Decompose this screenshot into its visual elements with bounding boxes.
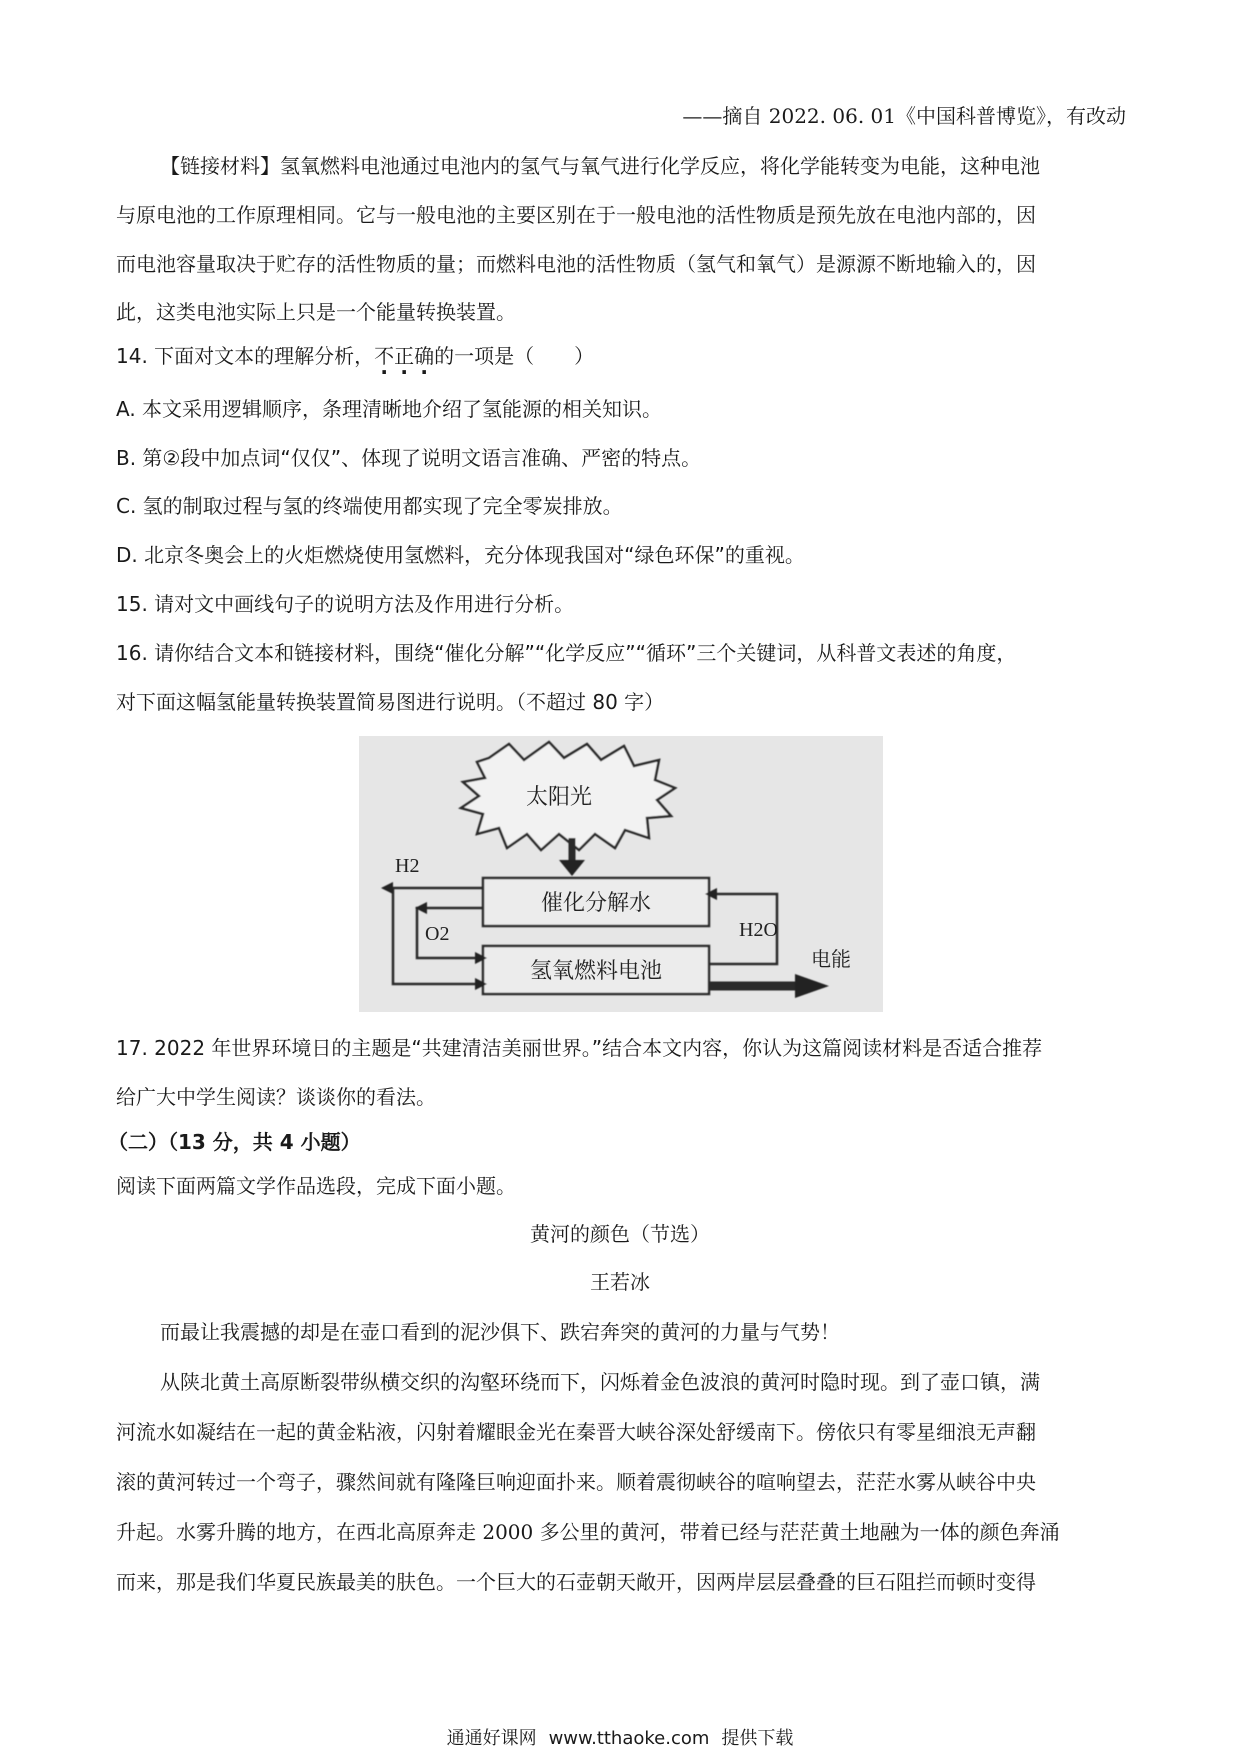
link-material-line-1: 【链接材料】氢氧燃料电池通过电池内的氢气与氧气进行化学反应，将化学能转变为电能，这种电池 (160, 154, 1040, 178)
fuel-cell-label: 氢氧燃料电池 (529, 958, 663, 983)
question-14-stem (116, 344, 1126, 368)
q14-option-c: C. 氢的制取过程与氢的终端使用都实现了完全零炭排放。 (116, 494, 623, 518)
h2-label: H2 (395, 855, 420, 877)
passage-title: 黄河的颜色（节选） (530, 1222, 710, 1246)
o2-label: O2 (425, 923, 450, 945)
question-16-line-2: 对下面这幅氢能量转换装置简易图进行说明。（不超过 80 字） (116, 690, 665, 714)
section-2-heading: （二）（13 分，共 4 小题） (108, 1130, 361, 1154)
page-footer (0, 1724, 1240, 1750)
question-17-line-2: 给广大中学生阅读？谈谈你的看法。 (116, 1085, 436, 1109)
catalysis-label: 催化分解水 (540, 890, 652, 915)
link-material-line-2: 与原电池的工作原理相同。它与一般电池的主要区别在于一般电池的活性物质是预先放在电池内部的，因 (116, 203, 1036, 227)
q14-option-a: A. 本文采用逻辑顺序，条理清晰地介绍了氢能源的相关知识。 (116, 397, 663, 421)
source-attribution: ——摘自 2022. 06. 01《中国科普博览》，有改动 (682, 104, 1126, 128)
q14-option-d: D. 北京冬奥会上的火炬燃烧使用氢燃料，充分体现我国对“绿色环保”的重视。 (116, 543, 805, 567)
passage-author: 王若冰 (590, 1270, 650, 1294)
section-2-instruction: 阅读下面两篇文学作品选段，完成下面小题。 (116, 1174, 516, 1198)
footer-site-name: 通通好课网 (446, 1728, 537, 1749)
passage-line-4: 升起。水雾升腾的地方，在西北高原奔走 2000 多公里的黄河，带着已经与茫茫黄土地融为一体的颜色奔涌 (116, 1520, 1060, 1544)
dotted-char: 不 (374, 344, 395, 368)
passage-line-3: 滚的黄河转过一个弯子，骤然间就有隆隆巨响迎面扑来。顺着震彻峡谷的喧响望去，茫茫水雾从峡谷中央 (116, 1470, 1036, 1494)
hydrogen-energy-diagram (359, 736, 883, 1012)
output-label: 电能 (811, 949, 851, 971)
q14-stem-pre: 14. 下面对文本的理解分析， (116, 344, 375, 368)
link-material-line-4: 此，这类电池实际上只是一个能量转换装置。 (116, 300, 516, 324)
h2o-label: H2O (739, 919, 778, 941)
footer-suffix: 提供下载 (721, 1728, 794, 1749)
dotted-char: 正 (394, 344, 415, 368)
passage-line-1: 从陕北黄土高原断裂带纵横交织的沟壑环绕而下，闪烁着金色波浪的黄河时隐时现。到了壶口镇，满 (160, 1370, 1040, 1394)
question-17-line-1: 17. 2022 年世界环境日的主题是“共建清洁美丽世界。”结合本文内容，你认为这篇阅读材料是否适合推荐 (116, 1036, 1043, 1060)
passage-paragraph-1: 而最让我震撼的却是在壶口看到的泥沙俱下、跌宕奔突的黄河的力量与气势！ (160, 1320, 840, 1344)
q14-stem-post: 的一项是（ ） (434, 344, 595, 368)
link-material-line-3: 而电池容量取决于贮存的活性物质的量；而燃料电池的活性物质（氢气和氧气）是源源不断地输入的，因 (116, 252, 1036, 276)
q14-option-b: B. 第②段中加点词“仅仅”、体现了说明文语言准确、严密的特点。 (116, 446, 702, 470)
dotted-char: 确 (414, 344, 435, 368)
passage-line-5: 而来，那是我们华夏民族最美的肤色。一个巨大的石壶朝天敞开，因两岸层层叠叠的巨石阻拦而顿时变得 (116, 1570, 1036, 1594)
sun-label: 太阳光 (525, 784, 593, 809)
passage-line-2: 河流水如凝结在一起的黄金粘液，闪射着耀眼金光在秦晋大峡谷深处舒缓南下。傍依只有零星细浪无声翻 (116, 1420, 1036, 1444)
footer-url[interactable]: www.tthaoke.com (548, 1728, 710, 1749)
question-16-line-1: 16. 请你结合文本和链接材料，围绕“催化分解”“化学反应”“循环”三个关键词，从科普文表述的角度， (116, 641, 1017, 665)
question-15: 15. 请对文中画线句子的说明方法及作用进行分析。 (116, 592, 575, 616)
